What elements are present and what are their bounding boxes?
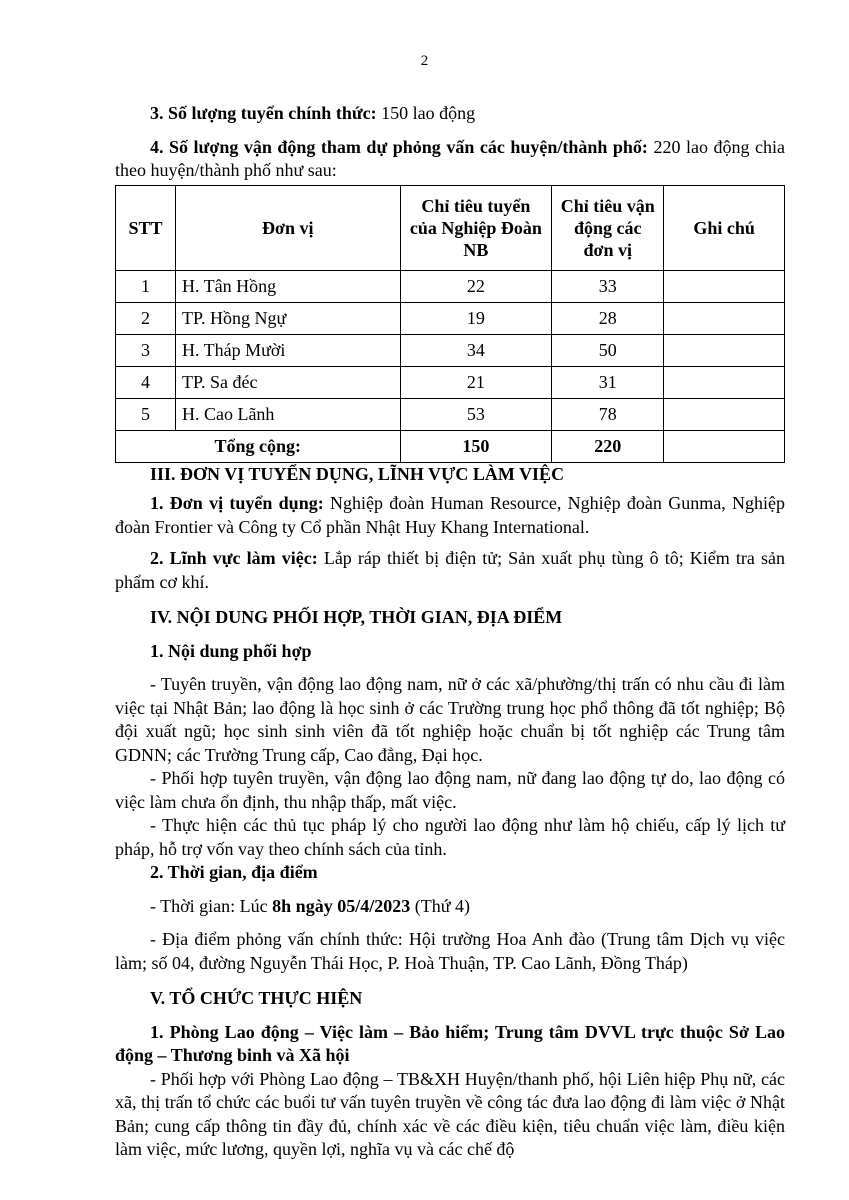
cell-stt: 3: [116, 334, 176, 366]
header-mobilize: Chỉ tiêu vận động các đơn vị: [552, 185, 664, 270]
cell-mobilize: 28: [552, 302, 664, 334]
cell-stt: 4: [116, 366, 176, 398]
cell-stt: 2: [116, 302, 176, 334]
section-3-item-1-label: 1. Đơn vị tuyển dụng:: [150, 493, 324, 513]
table-row: [116, 366, 785, 398]
total-target: 150: [400, 430, 552, 462]
table-row: [116, 334, 785, 366]
section-4-heading: IV. NỘI DUNG PHỐI HỢP, THỜI GIAN, ĐỊA ĐIỂM: [150, 607, 563, 627]
table-header-row: [116, 185, 785, 270]
item-3-value: 150 lao động: [376, 103, 476, 123]
time-value: 8h ngày 05/4/2023: [272, 895, 411, 916]
cell-target: 19: [400, 302, 552, 334]
cell-unit: TP. Sa đéc: [175, 366, 400, 398]
section-4-bullet-2: - Phối hợp tuyên truyền, vận động lao động nam, nữ đang lao động tự do, lao động có việc làm chưa ổn định, thu nhập thấp, mất việc.: [115, 768, 785, 812]
cell-target: 53: [400, 398, 552, 430]
document-body: [115, 102, 785, 1162]
section-4-sub-2: 2. Thời gian, địa điểm: [150, 862, 318, 882]
section-5-sub-1: 1. Phòng Lao động – Việc làm – Bảo hiểm; Trung tâm DVVL trực thuộc Sở Lao động – Thương binh và Xã hội: [115, 1021, 785, 1065]
section-3-heading: III. ĐƠN VỊ TUYỂN DỤNG, LĨNH VỰC LÀM VIỆC: [150, 463, 565, 484]
item-4: [115, 136, 785, 183]
item-3: [115, 102, 785, 126]
header-target: Chỉ tiêu tuyển của Nghiệp Đoàn NB: [400, 185, 552, 270]
table-row: [116, 302, 785, 334]
header-stt: STT: [116, 185, 176, 270]
page-number: 2: [420, 53, 429, 69]
time-prefix: - Thời gian: Lúc: [150, 895, 273, 916]
cell-target: 34: [400, 334, 552, 366]
cell-mobilize: 31: [552, 366, 664, 398]
cell-target: 21: [400, 366, 552, 398]
section-4-sub-1: 1. Nội dung phối hợp: [150, 640, 312, 661]
allocation-table: [115, 185, 785, 463]
cell-unit: H. Tân Hồng: [175, 270, 400, 302]
time-suffix: (Thứ 4): [410, 895, 470, 916]
cell-unit: H. Cao Lãnh: [175, 398, 400, 430]
cell-unit: H. Tháp Mười: [175, 334, 400, 366]
table-total-row: [116, 430, 785, 462]
total-label: Tổng cộng:: [116, 430, 401, 462]
cell-mobilize: 33: [552, 270, 664, 302]
total-note: [664, 430, 785, 462]
total-mobilize: 220: [552, 430, 664, 462]
item-4-label: 4. Số lượng vận động tham dự phỏng vấn các huyện/thành phố:: [150, 136, 648, 157]
item-4-value: 220 lao động chia theo huyện/thành phố như sau:: [115, 136, 785, 180]
cell-unit: TP. Hồng Ngự: [175, 302, 400, 334]
section-3-item-2: [115, 547, 785, 594]
cell-mobilize: 50: [552, 334, 664, 366]
section-3-item-2-label: 2. Lĩnh vực làm việc:: [150, 548, 318, 568]
section-5-heading: V. TỔ CHỨC THỰC HIỆN: [150, 988, 363, 1008]
cell-note: [664, 270, 785, 302]
section-4-bullet-3: - Thực hiện các thủ tục pháp lý cho người lao động như làm hộ chiếu, cấp lý lịch tư pháp, hỗ trợ vốn vay theo chính sách của tỉnh.: [115, 815, 785, 859]
header-note: Ghi chú: [664, 185, 785, 270]
table-row: [116, 270, 785, 302]
cell-stt: 1: [116, 270, 176, 302]
item-3-label: 3. Số lượng tuyển chính thức:: [150, 103, 377, 123]
header-unit: Đơn vị: [175, 185, 400, 270]
section-5-bullet-1: - Phối hợp với Phòng Lao động – TB&XH Huyện/thanh phố, hội Liên hiệp Phụ nữ, các xã, thị trấn tổ chức các buổi tư vấn tuyên truyền về công tác đưa lao động đi làm việc ở Nhật Bản; cung cấp thông tin đầy đủ, chính xác về các điều kiện, tiêu chuẩn việc làm, điều kiện làm việc, mức lương, quyền lợi, nghĩa vụ và các chế độ: [115, 1068, 785, 1159]
section-3-item-2-text: Lắp ráp thiết bị điện tử; Sản xuất phụ tùng ô tô; Kiểm tra sản phẩm cơ khí.: [115, 548, 785, 592]
section-3-item-1-text: Nghiệp đoàn Human Resource, Nghiệp đoàn Gunma, Nghiệp đoàn Frontier và Công ty Cổ phần Nhật Huy Khang International.: [115, 493, 785, 537]
cell-note: [664, 302, 785, 334]
section-4-time: [115, 895, 785, 919]
cell-note: [664, 334, 785, 366]
cell-stt: 5: [116, 398, 176, 430]
cell-note: [664, 366, 785, 398]
cell-note: [664, 398, 785, 430]
table-row: [116, 398, 785, 430]
section-4-place: - Địa điểm phỏng vấn chính thức: Hội trường Hoa Anh đào (Trung tâm Dịch vụ việc làm; số 04, đường Nguyễn Thái Học, P. Hoà Thuận, TP. Cao Lãnh, Đồng Tháp): [115, 929, 785, 973]
cell-target: 22: [400, 270, 552, 302]
cell-mobilize: 78: [552, 398, 664, 430]
section-3-item-1: [115, 492, 785, 539]
section-4-bullet-1: - Tuyên truyền, vận động lao động nam, nữ ở các xã/phường/thị trấn có nhu cầu đi làm việc tại Nhật Bản; lao động là học sinh ở các Trường trung học phổ thông đã tốt nghiệp; Bộ đội xuất ngũ; học sinh sinh viên đã tốt nghiệp hoặc chuẩn bị tốt nghiệp các Trung tâm GDNN; các Trường Trung cấp, Cao đẳng, Đại học.: [115, 674, 785, 765]
